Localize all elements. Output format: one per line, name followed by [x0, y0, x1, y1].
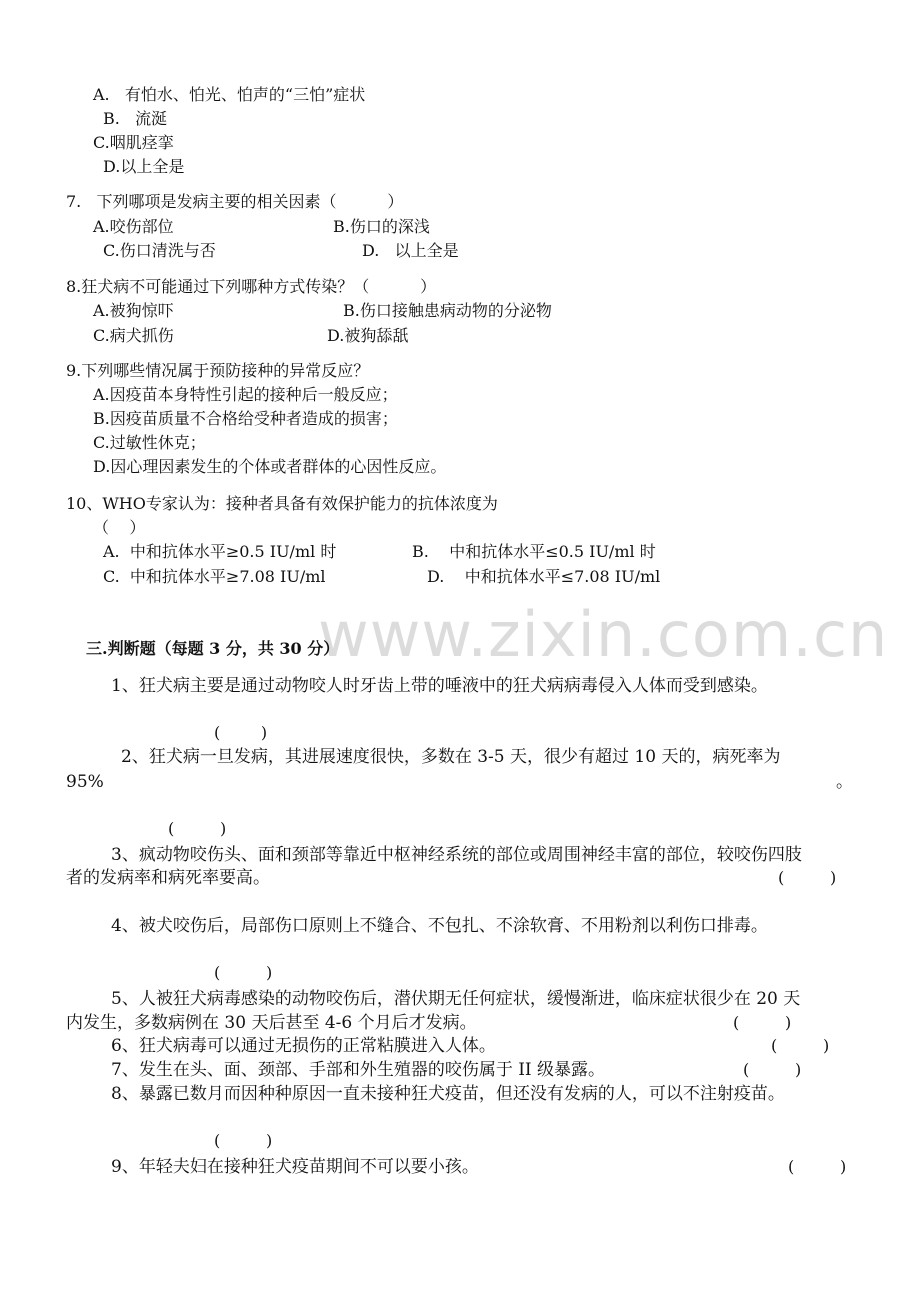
statement-5-line-1: 5、人被狂犬病毒感染的动物咬伤后，潜伏期无任何症状，缓慢渐进，临床症状很少在 20 天	[111, 989, 801, 1009]
statement-5-paren: ( )	[733, 1013, 792, 1032]
statement-3-line-1: 3、疯动物咬伤头、面和颈部等靠近中枢神经系统的部位或周围神经丰富的部位，较咬伤四肢	[111, 845, 802, 865]
q9-option-a: A.因疫苗本身特性引起的接种后一般反应；	[93, 385, 398, 404]
statement-6: 6、狂犬病毒可以通过无损伤的正常粘膜进入人体。	[111, 1036, 496, 1056]
q9-option-c: C.过敏性休克；	[93, 433, 206, 452]
q6-option-a: A. 有怕水、怕光、怕声的“三怕”症状	[93, 85, 366, 104]
statement-7: 7、发生在头、面、颈部、手部和外生殖器的咬伤属于 II 级暴露。	[111, 1060, 606, 1080]
statement-3-line-2: 者的发病率和病死率要高。	[66, 868, 270, 888]
statement-8-paren: ( )	[214, 1131, 273, 1150]
statement-8: 8、暴露已数月而因种种原因一直未接种狂犬疫苗，但还没有发病的人，可以不注射疫苗。	[111, 1084, 785, 1104]
statement-4: 4、被犬咬伤后，局部伤口原则上不缝合、不包扎、不涂软膏、不用粉剂以利伤口排毒。	[111, 916, 768, 936]
q10-option-d: D. 中和抗体水平≤7.08 IU/ml	[427, 567, 661, 586]
watermark: www.zixin.com.cn	[318, 598, 889, 671]
section-3-heading: 三.判断题（每题 3 分，共 30 分）	[86, 639, 340, 658]
q6-option-c: C.咽肌痉挛	[93, 133, 174, 152]
q7-option-b: B.伤口的深浅	[333, 217, 430, 236]
q6-option-d: D.以上全是	[103, 157, 185, 176]
q9-stem: 9.下列哪些情况属于预防接种的异常反应？	[66, 361, 370, 380]
statement-2-line-1: 2、狂犬病一旦发病，其进展速度很快，多数在 3-5 天，很少有超过 10 天的，病死率为	[121, 747, 781, 767]
statement-2-end: 。	[836, 772, 853, 792]
q7-option-a: A.咬伤部位	[93, 217, 174, 236]
q9-option-d: D.因心理因素发生的个体或者群体的心因性反应。	[93, 457, 447, 476]
statement-5-line-2: 内发生，多数病例在 30 天后甚至 4-6 个月后才发病。	[66, 1013, 477, 1033]
statement-1: 1、狂犬病主要是通过动物咬人时牙齿上带的唾液中的狂犬病病毒侵入人体而受到感染。	[111, 676, 768, 696]
statement-9: 9、年轻夫妇在接种狂犬疫苗期间不可以要小孩。	[111, 1157, 479, 1177]
q9-option-b: B.因疫苗质量不合格给受种者造成的损害；	[93, 409, 398, 428]
q8-option-b: B.伤口接触患病动物的分泌物	[343, 301, 552, 320]
statement-3-paren: ( )	[778, 868, 837, 887]
q6-option-b: B. 流涎	[103, 109, 168, 128]
q10-option-c: C. 中和抗体水平≥7.08 IU/ml	[103, 567, 326, 586]
statement-9-paren: ( )	[788, 1157, 847, 1176]
q7-stem: 7. 下列哪项是发病主要的相关因素（ ）	[66, 192, 404, 211]
statement-6-paren: ( )	[771, 1036, 830, 1055]
q8-option-a: A.被狗惊吓	[93, 301, 174, 320]
statement-1-paren: ( )	[214, 723, 268, 742]
statement-7-paren: ( )	[743, 1060, 802, 1079]
statement-2-paren: ( )	[168, 819, 227, 838]
q7-option-c: C.伤口清洗与否	[103, 241, 216, 260]
q10-stem: 10、WHO专家认为：接种者具备有效保护能力的抗体浓度为	[66, 494, 498, 513]
q8-stem: 8.狂犬病不可能通过下列哪种方式传染？（ ）	[66, 277, 437, 296]
q10-option-b: B. 中和抗体水平≤0.5 IU/ml 时	[412, 542, 656, 561]
q7-option-d: D. 以上全是	[362, 241, 459, 260]
statement-2-line-2: 95%	[66, 772, 104, 792]
q10-option-a: A. 中和抗体水平≥0.5 IU/ml 时	[103, 542, 337, 561]
statement-4-paren: ( )	[214, 963, 273, 982]
q10-answer-paren: （ ）	[93, 518, 146, 537]
q8-option-c: C.病犬抓伤	[93, 326, 174, 345]
q8-option-d: D.被狗舔舐	[327, 326, 409, 345]
